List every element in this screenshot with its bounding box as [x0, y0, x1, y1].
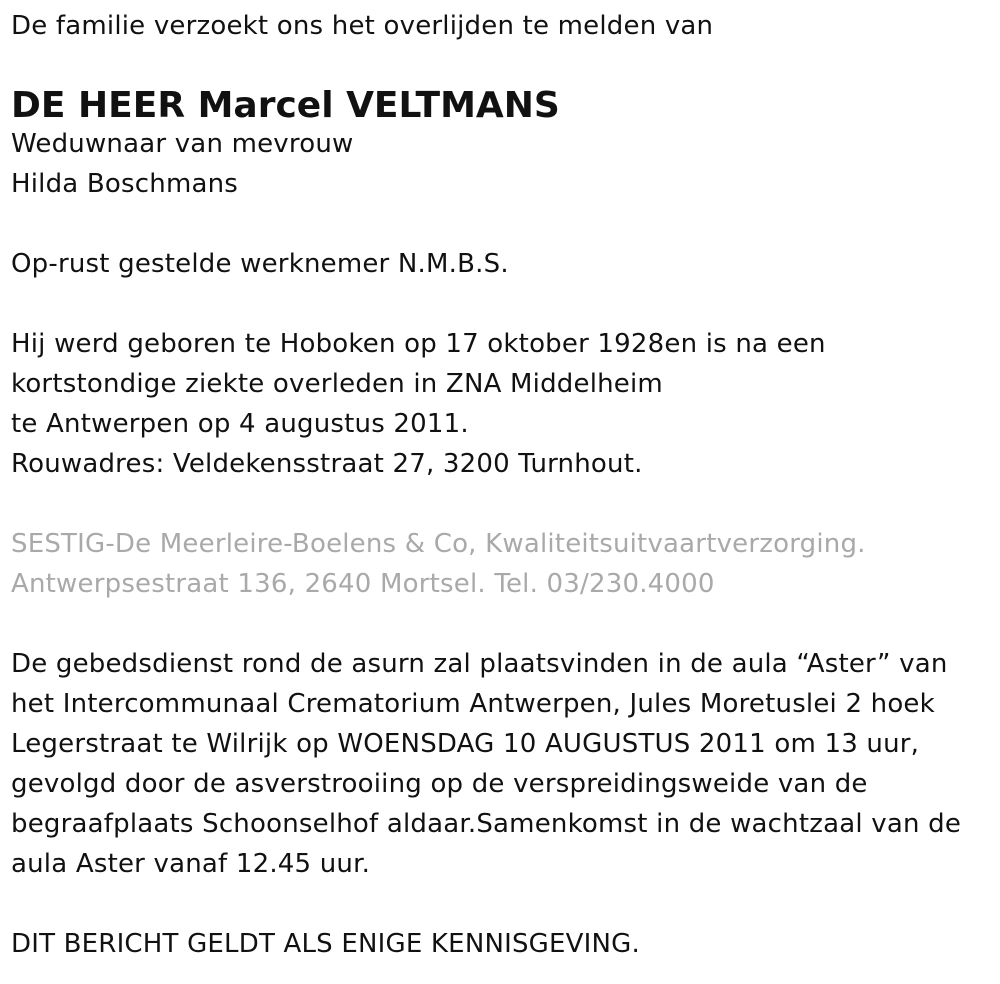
service-line-3: Legerstraat te Wilrijk op WOENSDAG 10 AUGUSTUS 2011 om 13 uur, — [11, 729, 920, 759]
spacer — [11, 46, 986, 82]
spacer — [11, 484, 986, 524]
occupation-text: Op-rust gestelde werknemer N.M.B.S. — [11, 249, 509, 279]
biography-line-3: te Antwerpen op 4 augustus 2011. — [11, 409, 469, 439]
service-line-1: De gebedsdienst rond de asurn zal plaatsvinden in de aula “Aster” van — [11, 649, 948, 679]
spacer — [11, 884, 986, 924]
spacer — [11, 204, 986, 244]
deceased-name: DE HEER Marcel VELTMANS — [11, 85, 560, 126]
death-notice — [11, 0, 986, 964]
funeral-home-name: SESTIG-De Meerleire-Boelens & Co, Kwaliteitsuitvaartverzorging. — [11, 529, 866, 559]
spacer — [11, 284, 986, 324]
spacer — [11, 604, 986, 644]
mourning-address: Rouwadres: Veldekensstraat 27, 3200 Turnhout. — [11, 449, 643, 479]
service-line-5: begraafplaats Schoonselhof aldaar.Samenkomst in de wachtzaal van de — [11, 809, 962, 839]
biography-line-2: kortstondige ziekte overleden in ZNA Middelheim — [11, 369, 663, 399]
service-line-6: aula Aster vanaf 12.45 uur. — [11, 849, 371, 879]
service-line-4: gevolgd door de asverstrooiing op de verspreidingsweide van de — [11, 769, 868, 799]
intro-text: De familie verzoekt ons het overlijden te melden van — [11, 11, 714, 41]
spouse-line-2: Hilda Boschmans — [11, 169, 239, 199]
service-line-2: het Intercommunaal Crematorium Antwerpen, Jules Moretuslei 2 hoek — [11, 689, 935, 719]
notice-text: DIT BERICHT GELDT ALS ENIGE KENNISGEVING. — [11, 929, 640, 959]
funeral-home-address: Antwerpsestraat 136, 2640 Mortsel. Tel. 03/230.4000 — [11, 569, 715, 599]
biography-line-1: Hij werd geboren te Hoboken op 17 oktober 1928en is na een — [11, 329, 826, 359]
spouse-line-1: Weduwnaar van mevrouw — [11, 129, 354, 159]
